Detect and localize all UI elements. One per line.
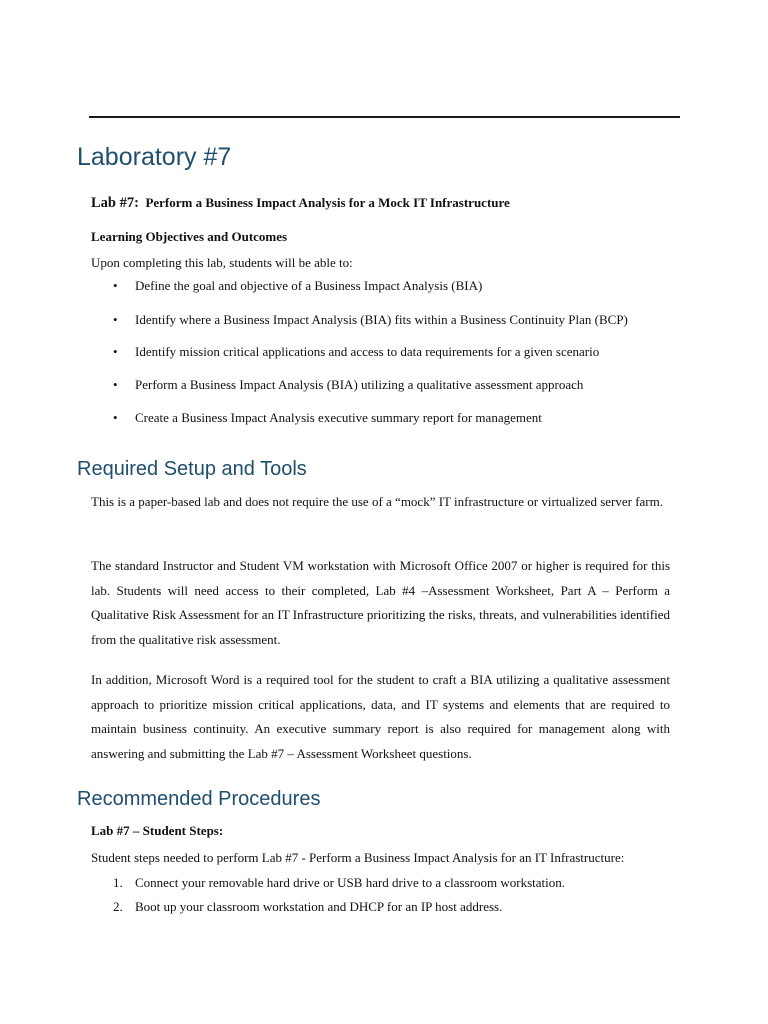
setup-heading: Required Setup and Tools [77, 458, 307, 480]
list-item: • Create a Business Impact Analysis executive summary report for management [113, 410, 542, 425]
objectives-intro: Upon completing this lab, students will be able to: [91, 255, 353, 270]
list-item: 1. Connect your removable hard drive or USB hard drive to a classroom workstation. [113, 875, 565, 890]
list-item: • Identify mission critical applications and access to data requirements for a given scenario [113, 344, 600, 359]
list-item: • Identify where a Business Impact Analysis (BIA) fits within a Business Continuity Plan (BCP) [113, 312, 628, 327]
objectives-heading: Learning Objectives and Outcomes [91, 229, 288, 244]
page-title: Laboratory #7 [77, 143, 232, 171]
setup-paragraph: In addition, Microsoft Word is a required tool for the student to craft a BIA utilizing a qualitative assessment approach to prioritize mission critical applications, data, and IT systems and elements that are required to maintain business continuity. An executive summary report is also required for management along with answering and submitting the Lab #7 – Assessment Worksheet questions. [91, 672, 670, 761]
list-item: • Define the goal and objective of a Business Impact Analysis (BIA) [113, 278, 483, 293]
lab-title [91, 194, 510, 212]
header-rule [89, 116, 680, 118]
procedures-heading: Recommended Procedures [77, 788, 321, 810]
lab-name: Perform a Business Impact Analysis for a Mock IT Infrastructure [145, 195, 510, 210]
list-item: • Perform a Business Impact Analysis (BIA) utilizing a qualitative assessment approach [113, 377, 584, 392]
list-item: 2. Boot up your classroom workstation and DHCP for an IP host address. [113, 899, 503, 914]
setup-paragraph: This is a paper-based lab and does not require the use of a “mock” IT infrastructure or virtualized server farm. [91, 494, 663, 509]
lab-label: Lab #7: [91, 195, 139, 211]
steps-heading: Lab #7 – Student Steps: [91, 823, 224, 838]
setup-paragraph: The standard Instructor and Student VM workstation with Microsoft Office 2007 or higher is required for this lab. Students will need access to their completed, Lab #4 –Assessment Worksheet, Part A – Perform a Qualitative Risk Assessment for an IT Infrastructure prioritizing the risks, threats, and vulnerabilities identified from the qualitative risk assessment. [91, 558, 670, 647]
steps-intro: Student steps needed to perform Lab #7 - Perform a Business Impact Analysis for an IT Infrastructure: [91, 850, 625, 865]
